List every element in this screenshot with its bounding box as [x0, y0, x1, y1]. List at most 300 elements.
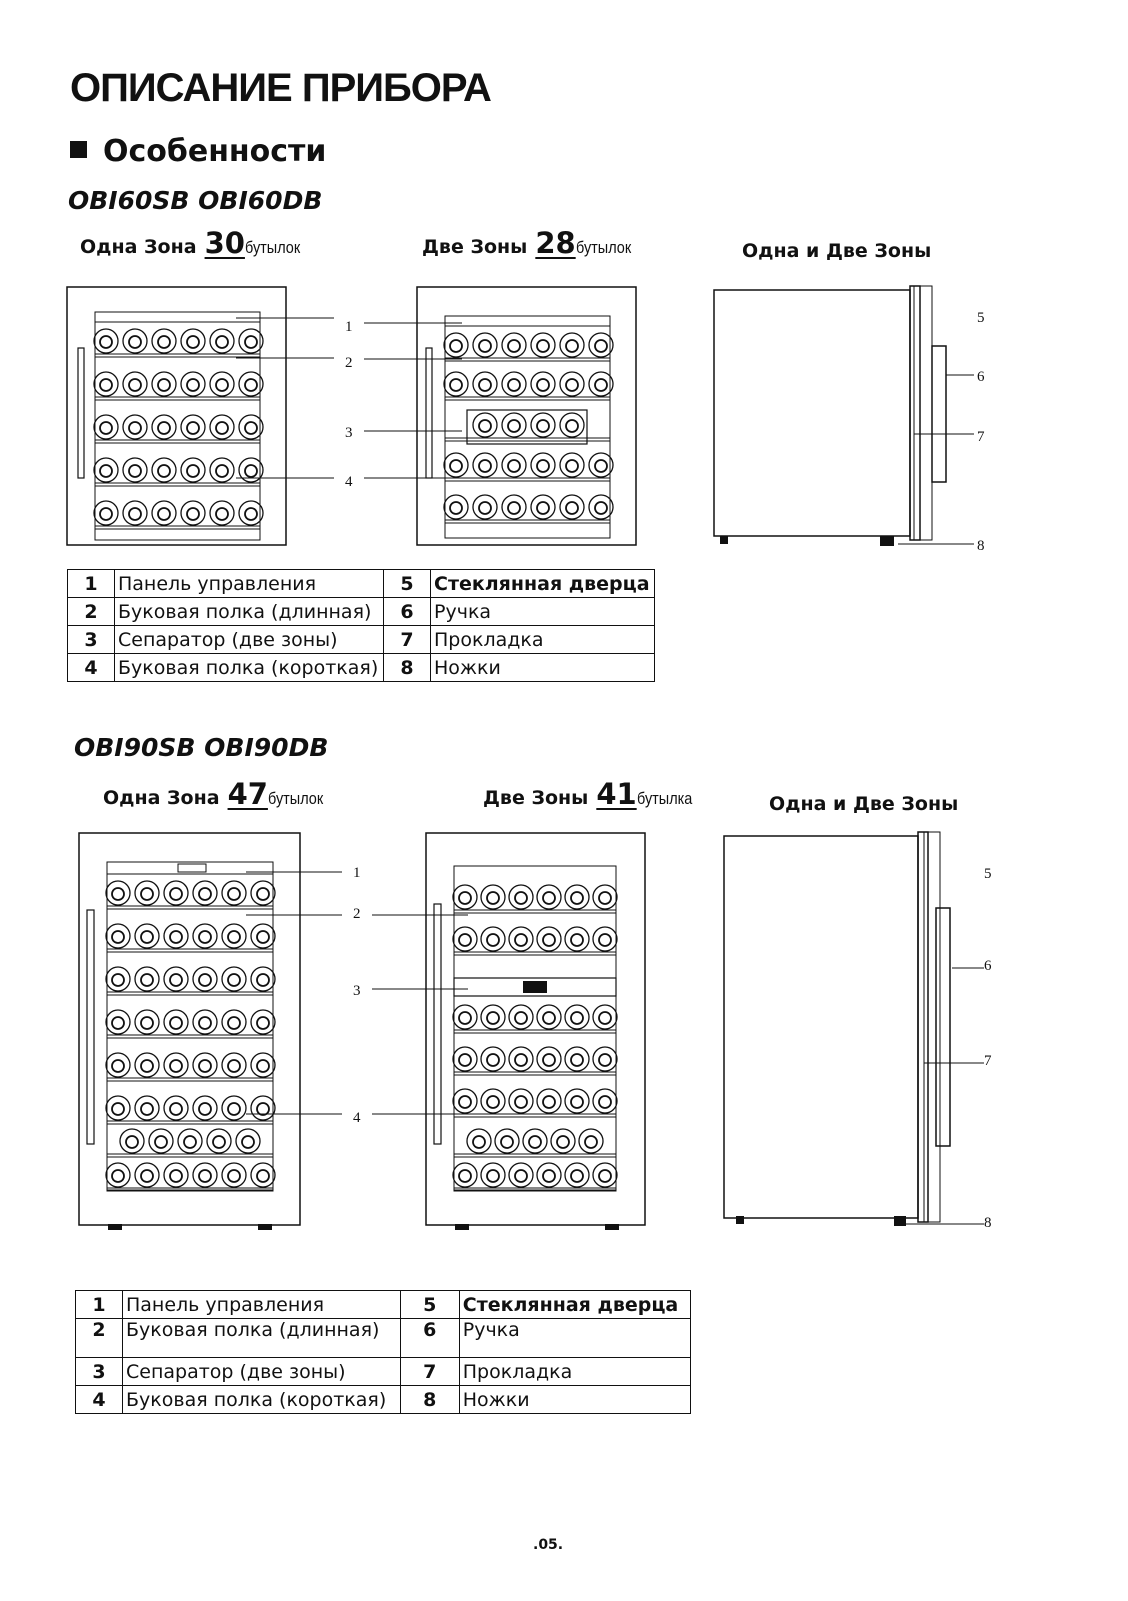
- shelf: [107, 1121, 273, 1124]
- bottle-neck-icon: [571, 934, 583, 946]
- bottle-icon: [193, 881, 217, 905]
- bottle-icon: [502, 413, 526, 437]
- bottle-neck-icon: [257, 1170, 269, 1182]
- bottle-icon: [593, 927, 617, 951]
- bottle-neck-icon: [216, 465, 228, 477]
- bottle-neck-icon: [543, 934, 555, 946]
- bottle-neck-icon: [479, 502, 491, 514]
- bottle-icon: [193, 1163, 217, 1187]
- bottle-neck-icon: [199, 1017, 211, 1029]
- bottle-icon: [251, 1163, 275, 1187]
- legend-text: Ножки: [431, 654, 655, 682]
- bottle-neck-icon: [184, 1136, 196, 1148]
- bottle-neck-icon: [543, 1096, 555, 1108]
- bottle-neck-icon: [187, 508, 199, 520]
- bottle-icon: [222, 924, 246, 948]
- handle: [78, 348, 84, 478]
- bottle-icon: [222, 967, 246, 991]
- bottle-icon: [239, 501, 263, 525]
- bottle-icon: [193, 1010, 217, 1034]
- bottle-neck-icon: [566, 502, 578, 514]
- shelf: [107, 1078, 273, 1081]
- bottle-count: 47: [227, 777, 268, 811]
- bottle-icon: [193, 924, 217, 948]
- zone-name: Две Зоны: [422, 236, 528, 258]
- bottle-neck-icon: [199, 1103, 211, 1115]
- bottle-neck-icon: [158, 336, 170, 348]
- bottle-neck-icon: [187, 465, 199, 477]
- zone-name: Одна Зона: [103, 787, 220, 809]
- bottle-neck-icon: [595, 379, 607, 391]
- shelf: [95, 397, 260, 400]
- bottle-icon: [531, 413, 555, 437]
- bottle-icon: [123, 501, 147, 525]
- bottle-neck-icon: [100, 465, 112, 477]
- legend-text: Панель управления: [123, 1291, 401, 1319]
- legend-text: Ручка: [459, 1319, 690, 1358]
- legend-number: 8: [384, 654, 431, 682]
- bottle-neck-icon: [595, 502, 607, 514]
- bottle-neck-icon: [599, 1012, 611, 1024]
- callout-2: 2: [345, 355, 353, 371]
- bottle-icon: [537, 1089, 561, 1113]
- legend-table-obi60: [67, 569, 655, 682]
- bottle-icon: [178, 1129, 202, 1153]
- bottle-icon: [565, 927, 589, 951]
- bottle-icon: [593, 1163, 617, 1187]
- bottle-icon: [537, 927, 561, 951]
- callout-6: 6: [984, 958, 992, 974]
- bottle-icon: [222, 1010, 246, 1034]
- table-row: [76, 1319, 691, 1358]
- shelf: [95, 440, 260, 443]
- bottle-neck-icon: [508, 340, 520, 352]
- bottle-icon: [149, 1129, 173, 1153]
- dual-zone-label-obi60: [422, 226, 641, 260]
- bottle-icon: [210, 372, 234, 396]
- bottle-icon: [94, 372, 118, 396]
- bottle-icon: [509, 885, 533, 909]
- shelf: [107, 906, 273, 909]
- bottle-neck-icon: [228, 1017, 240, 1029]
- bottle-neck-icon: [479, 379, 491, 391]
- bottle-icon: [509, 1047, 533, 1071]
- side-view-label-obi60: Одна и Две Зоны: [742, 240, 932, 262]
- bottle-neck-icon: [112, 1170, 124, 1182]
- bottle-neck-icon: [112, 888, 124, 900]
- bottle-icon: [531, 495, 555, 519]
- bottle-icon: [502, 333, 526, 357]
- bottle-icon: [135, 1010, 159, 1034]
- bottle-neck-icon: [129, 379, 141, 391]
- bottle-icon: [106, 967, 130, 991]
- bottle-icon: [473, 413, 497, 437]
- legend-number: 8: [400, 1386, 459, 1414]
- bottle-icon: [473, 453, 497, 477]
- bottle-icon: [94, 329, 118, 353]
- bottle-icon: [502, 495, 526, 519]
- bottle-icon: [560, 413, 584, 437]
- legend-text: Стеклянная дверца: [459, 1291, 690, 1319]
- bottle-icon: [222, 1096, 246, 1120]
- bottle-neck-icon: [487, 1012, 499, 1024]
- bottle-neck-icon: [228, 1103, 240, 1115]
- bottle-icon: [210, 501, 234, 525]
- callout-2: 2: [353, 906, 361, 922]
- bottle-neck-icon: [199, 974, 211, 986]
- bottle-neck-icon: [566, 379, 578, 391]
- bottle-icon: [509, 1089, 533, 1113]
- table-row: [68, 654, 655, 682]
- section-heading-text: Особенности: [103, 134, 327, 169]
- bottle-neck-icon: [595, 340, 607, 352]
- bottle-neck-icon: [187, 422, 199, 434]
- bottle-neck-icon: [141, 1170, 153, 1182]
- bottle-unit: бутылка: [636, 789, 692, 808]
- bottle-icon: [473, 495, 497, 519]
- bottle-neck-icon: [170, 974, 182, 986]
- bottle-icon: [106, 1010, 130, 1034]
- single-zone-label-obi90: [103, 777, 333, 811]
- bottle-neck-icon: [543, 892, 555, 904]
- bottle-icon: [502, 453, 526, 477]
- bottle-neck-icon: [199, 888, 211, 900]
- zone-name: Две Зоны: [483, 787, 589, 809]
- table-row: [76, 1291, 691, 1319]
- bottle-icon: [560, 453, 584, 477]
- bottle-icon: [560, 333, 584, 357]
- bottle-neck-icon: [479, 420, 491, 432]
- bottle-icon: [210, 329, 234, 353]
- bottle-icon: [152, 458, 176, 482]
- shelf: [95, 483, 260, 486]
- bottle-icon: [593, 1005, 617, 1029]
- bottle-count: 30: [204, 226, 245, 260]
- bottle-icon: [164, 1096, 188, 1120]
- bottle-neck-icon: [228, 931, 240, 943]
- bottle-neck-icon: [515, 934, 527, 946]
- bottle-neck-icon: [508, 379, 520, 391]
- bottle-neck-icon: [450, 502, 462, 514]
- bottle-icon: [579, 1129, 603, 1153]
- bottle-neck-icon: [158, 379, 170, 391]
- bottle-neck-icon: [112, 1017, 124, 1029]
- bottle-neck-icon: [158, 465, 170, 477]
- bottle-neck-icon: [537, 502, 549, 514]
- bottle-neck-icon: [129, 465, 141, 477]
- bottle-icon: [181, 501, 205, 525]
- bottle-neck-icon: [216, 508, 228, 520]
- bottle-icon: [181, 415, 205, 439]
- bottle-neck-icon: [112, 974, 124, 986]
- section-heading: [70, 134, 326, 169]
- bottle-neck-icon: [479, 340, 491, 352]
- bottle-neck-icon: [228, 974, 240, 986]
- bottle-icon: [222, 881, 246, 905]
- bottle-icon: [106, 881, 130, 905]
- bottle-icon: [181, 329, 205, 353]
- legend-text: Сепаратор (две зоны): [123, 1358, 401, 1386]
- callout-5: 5: [977, 310, 985, 326]
- model-title-obi90: OBI90SB OBI90DB: [74, 733, 329, 762]
- bottle-neck-icon: [158, 422, 170, 434]
- shelf: [454, 1154, 616, 1157]
- bottle-neck-icon: [487, 1096, 499, 1108]
- bottle-neck-icon: [170, 888, 182, 900]
- bottle-neck-icon: [228, 1170, 240, 1182]
- bottle-unit: бутылок: [267, 789, 324, 808]
- bottle-neck-icon: [141, 931, 153, 943]
- bottle-neck-icon: [508, 502, 520, 514]
- bottle-icon: [207, 1129, 231, 1153]
- bottle-neck-icon: [595, 460, 607, 472]
- bottle-neck-icon: [126, 1136, 138, 1148]
- handle: [87, 910, 94, 1144]
- bottle-icon: [106, 924, 130, 948]
- bottle-icon: [565, 1089, 589, 1113]
- bottle-neck-icon: [228, 1060, 240, 1072]
- page-number: .05.: [533, 1537, 564, 1553]
- bottle-icon: [164, 1053, 188, 1077]
- bottle-neck-icon: [585, 1136, 597, 1148]
- bottle-icon: [106, 1096, 130, 1120]
- bottle-icon: [164, 1163, 188, 1187]
- bottle-neck-icon: [537, 379, 549, 391]
- bottle-icon: [593, 885, 617, 909]
- shelf: [107, 949, 273, 952]
- bottle-neck-icon: [129, 422, 141, 434]
- legend-number: 7: [400, 1358, 459, 1386]
- bottle-icon: [152, 329, 176, 353]
- bottle-neck-icon: [228, 888, 240, 900]
- bottle-icon: [222, 1163, 246, 1187]
- bottle-icon: [135, 1163, 159, 1187]
- bottle-icon: [152, 372, 176, 396]
- legend-text: Стеклянная дверца: [431, 570, 655, 598]
- bottle-neck-icon: [479, 460, 491, 472]
- bottle-icon: [193, 1096, 217, 1120]
- bottle-neck-icon: [599, 1170, 611, 1182]
- bottle-icon: [135, 1096, 159, 1120]
- bottle-icon: [551, 1129, 575, 1153]
- bottle-neck-icon: [100, 379, 112, 391]
- bottle-icon: [537, 885, 561, 909]
- callout-4: 4: [353, 1110, 361, 1126]
- bottle-neck-icon: [170, 1017, 182, 1029]
- bottle-unit: бутылок: [575, 238, 631, 257]
- bottle-icon: [123, 329, 147, 353]
- bottle-neck-icon: [599, 1054, 611, 1066]
- bottle-neck-icon: [566, 340, 578, 352]
- bottle-icon: [593, 1089, 617, 1113]
- bottle-neck-icon: [112, 931, 124, 943]
- bottle-neck-icon: [599, 934, 611, 946]
- bottle-icon: [152, 501, 176, 525]
- shelf: [107, 992, 273, 995]
- bottle-icon: [560, 372, 584, 396]
- bottle-neck-icon: [543, 1054, 555, 1066]
- bottle-icon: [164, 924, 188, 948]
- callout-1: 1: [345, 319, 353, 335]
- bottle-icon: [509, 927, 533, 951]
- legend-text: Прокладка: [431, 626, 655, 654]
- bottle-neck-icon: [112, 1060, 124, 1072]
- bottle-neck-icon: [141, 974, 153, 986]
- bottle-icon: [193, 967, 217, 991]
- bottle-neck-icon: [571, 1054, 583, 1066]
- legend-number: 3: [68, 626, 115, 654]
- side-view-drawing-obi90: [722, 830, 1002, 1230]
- bottle-neck-icon: [170, 1103, 182, 1115]
- bottle-neck-icon: [170, 1060, 182, 1072]
- handle: [936, 908, 950, 1146]
- bottle-icon: [509, 1005, 533, 1029]
- bottle-icon: [565, 885, 589, 909]
- bottle-neck-icon: [141, 888, 153, 900]
- bottle-neck-icon: [515, 1096, 527, 1108]
- glass-door: [918, 832, 928, 1222]
- legend-text: Панель управления: [115, 570, 384, 598]
- bottle-neck-icon: [487, 892, 499, 904]
- bottle-neck-icon: [141, 1060, 153, 1072]
- bottle-icon: [523, 1129, 547, 1153]
- zone-name: Одна Зона: [80, 236, 197, 258]
- table-row: [68, 598, 655, 626]
- table-row: [76, 1386, 691, 1414]
- bottle-icon: [531, 453, 555, 477]
- bottle-neck-icon: [543, 1012, 555, 1024]
- zone-separator: [467, 410, 587, 444]
- bottle-icon: [181, 458, 205, 482]
- page-title: ОПИСАНИЕ ПРИБОРА: [70, 66, 491, 110]
- legend-number: 3: [76, 1358, 123, 1386]
- bottle-unit: бутылок: [244, 238, 301, 257]
- bottle-icon: [593, 1047, 617, 1071]
- shelf: [107, 1154, 273, 1157]
- bottle-count: 28: [535, 226, 576, 260]
- bottle-icon: [181, 372, 205, 396]
- bottle-icon: [453, 1163, 477, 1187]
- glass-door: [910, 286, 920, 540]
- bottle-icon: [565, 1005, 589, 1029]
- bottle-neck-icon: [543, 1170, 555, 1182]
- callouts-front-obi90: [250, 860, 480, 1140]
- bottle-icon: [531, 372, 555, 396]
- bottle-neck-icon: [515, 1054, 527, 1066]
- bottle-neck-icon: [557, 1136, 569, 1148]
- legend-number: 1: [68, 570, 115, 598]
- callout-5: 5: [984, 866, 992, 882]
- bottle-neck-icon: [112, 1103, 124, 1115]
- bottle-icon: [481, 1005, 505, 1029]
- bottle-icon: [135, 1053, 159, 1077]
- single-zone-label-obi60: [80, 226, 310, 260]
- bottle-icon: [123, 372, 147, 396]
- bottle-neck-icon: [216, 336, 228, 348]
- bottle-neck-icon: [100, 508, 112, 520]
- bottle-icon: [164, 967, 188, 991]
- legend-text: Ножки: [459, 1386, 690, 1414]
- bottle-icon: [589, 453, 613, 477]
- bottle-neck-icon: [537, 460, 549, 472]
- square-bullet-icon: [70, 141, 87, 158]
- legend-number: 4: [68, 654, 115, 682]
- bottle-neck-icon: [515, 892, 527, 904]
- bottle-icon: [502, 372, 526, 396]
- callout-7: 7: [984, 1053, 992, 1069]
- legend-text: Сепаратор (две зоны): [115, 626, 384, 654]
- bottle-icon: [94, 415, 118, 439]
- bottle-neck-icon: [170, 931, 182, 943]
- bottle-icon: [106, 1163, 130, 1187]
- bottle-icon: [120, 1129, 144, 1153]
- side-view-drawing-obi60: [712, 284, 1002, 554]
- legend-number: 2: [76, 1319, 123, 1358]
- bottle-icon: [473, 333, 497, 357]
- legend-text: Прокладка: [459, 1358, 690, 1386]
- bottle-neck-icon: [501, 1136, 513, 1148]
- shelf: [95, 526, 260, 529]
- bottle-icon: [473, 372, 497, 396]
- bottle-neck-icon: [529, 1136, 541, 1148]
- bottle-icon: [537, 1163, 561, 1187]
- control-panel: [95, 312, 260, 322]
- legend-number: 5: [384, 570, 431, 598]
- bottle-neck-icon: [158, 508, 170, 520]
- bottle-icon: [509, 1163, 533, 1187]
- model-title-obi60: OBI60SB OBI60DB: [68, 186, 323, 215]
- bottle-icon: [481, 1163, 505, 1187]
- bottle-icon: [94, 458, 118, 482]
- bottle-icon: [589, 495, 613, 519]
- bottle-neck-icon: [199, 1060, 211, 1072]
- legend-text: Ручка: [431, 598, 655, 626]
- bottle-neck-icon: [245, 508, 257, 520]
- bottle-icon: [481, 1047, 505, 1071]
- bottle-icon: [135, 881, 159, 905]
- bottle-neck-icon: [141, 1017, 153, 1029]
- bottle-icon: [481, 1089, 505, 1113]
- callouts-front-obi60: [240, 310, 470, 500]
- bottle-neck-icon: [571, 892, 583, 904]
- legend-number: 6: [384, 598, 431, 626]
- bottle-neck-icon: [100, 336, 112, 348]
- bottle-neck-icon: [100, 422, 112, 434]
- bottle-icon: [222, 1053, 246, 1077]
- bottle-neck-icon: [187, 336, 199, 348]
- bottle-icon: [589, 372, 613, 396]
- legend-number: 2: [68, 598, 115, 626]
- bottle-icon: [531, 333, 555, 357]
- bottle-icon: [152, 415, 176, 439]
- bottle-icon: [94, 501, 118, 525]
- bottle-neck-icon: [170, 1170, 182, 1182]
- bottle-neck-icon: [213, 1136, 225, 1148]
- bottle-neck-icon: [199, 1170, 211, 1182]
- callout-3: 3: [353, 983, 361, 999]
- bottle-neck-icon: [515, 1170, 527, 1182]
- table-row: [76, 1358, 691, 1386]
- dual-zone-label-obi90: [483, 777, 702, 811]
- callout-8: 8: [984, 1215, 992, 1231]
- bottle-icon: [135, 967, 159, 991]
- bottle-neck-icon: [155, 1136, 167, 1148]
- bottle-neck-icon: [571, 1012, 583, 1024]
- bottle-icon: [481, 927, 505, 951]
- bottle-neck-icon: [129, 508, 141, 520]
- bottle-icon: [537, 1047, 561, 1071]
- bottle-neck-icon: [187, 379, 199, 391]
